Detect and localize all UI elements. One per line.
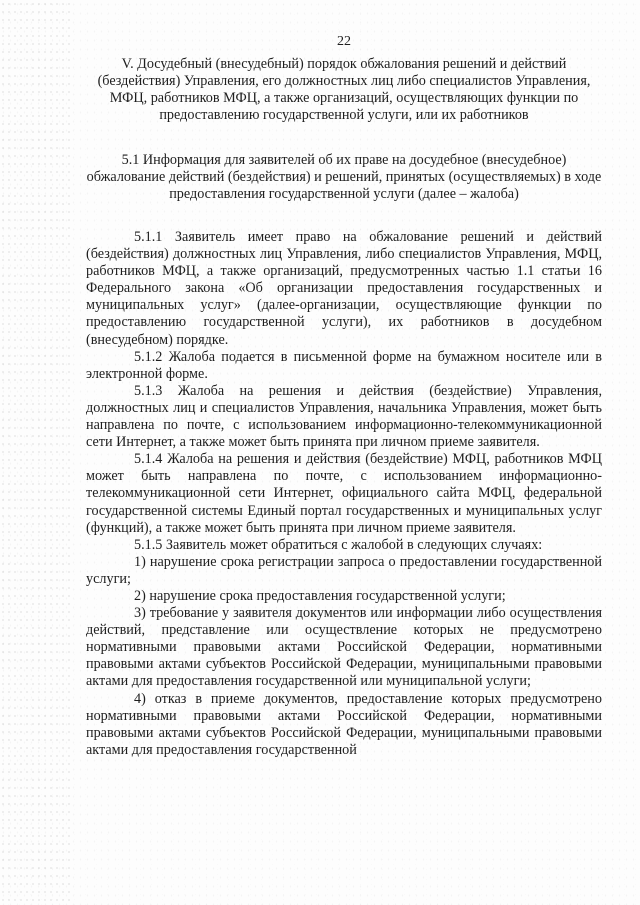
list-item-2: 2) нарушение срока предоставления государственной услуги; [134,587,506,604]
body-text [86,229,602,759]
paragraph-5-1-4: 5.1.4 Жалоба на решения и действия (бездействие) МФЦ, работников МФЦ может быть направлена по почте, с использованием информационно-телекоммуникационной сети Интернет, официального сайта МФЦ, федеральной государственной системы Единый портал государственных и муниципальных услуг (функций), а также может быть принята при личном приеме заявителя. [86,451,602,536]
list-item-3: 3) требование у заявителя документов или информации либо осуществления действий, представление или осуществление которых не предусмотрено нормативными правовыми актами Российской Федерации, нормативными правовыми актами субъектов Российской Федерации, муниципальными правовыми актами для предоставления государственной или муниципальной услуги; [86,605,602,690]
list-item-4: 4) отказ в приеме документов, предоставление которых предусмотрено нормативными правовыми актами Российской Федерации, нормативными правовыми актами субъектов Российской Федерации, муниципальными правовыми актами для предоставления государственной [86,690,602,758]
list-item-1: 1) нарушение срока регистрации запроса о предоставлении государственной услуги; [86,553,602,587]
paragraph-5-1-5: 5.1.5 Заявитель может обратиться с жалобой в следующих случаях: [134,536,543,553]
paragraph-5-1-3: 5.1.3 Жалоба на решения и действия (бездействие) Управления, должностных лиц и специалистов Управления, начальника Управления, может быть направлена по почте, с использованием информационно-телекоммуникационной сети Интернет, а также может быть принята при личном приеме заявителя. [86,382,602,451]
subsection-title: 5.1 Информация для заявителей об их праве на досудебное (внесудебное) обжалование действий (бездействия) и решений, принятых (осуществляемых) в ходе предоставления государственной услуги (далее – жалоба) [86,152,602,202]
paragraph-5-1-1: 5.1.1 Заявитель имеет право на обжалование решений и действий (бездействия) должностных лиц Управления, либо специалистов Управления, МФЦ, работников МФЦ, а также организаций, предусмотренных частью 1.1 статьи 16 Федерального закона «Об организации предоставления государственных и муниципальных услуг» (далее-организации, осуществляющие функции по предоставлению государственной услуги), их работников в досудебном (внесудебном) порядке. [86,229,602,348]
scan-edge-noise [0,0,70,905]
section-title: V. Досудебный (внесудебный) порядок обжалования решений и действий (бездействия) Управления, его должностных лиц либо специалистов Управления, МФЦ, работников МФЦ, а также организаций, осуществляющих функции по предоставлению государственной услуги, или их работников [97,56,591,123]
page-number: 22 [337,34,351,49]
paragraph-5-1-2: 5.1.2 Жалоба подается в письменной форме на бумажном носителе или в электронной форме. [86,348,602,382]
